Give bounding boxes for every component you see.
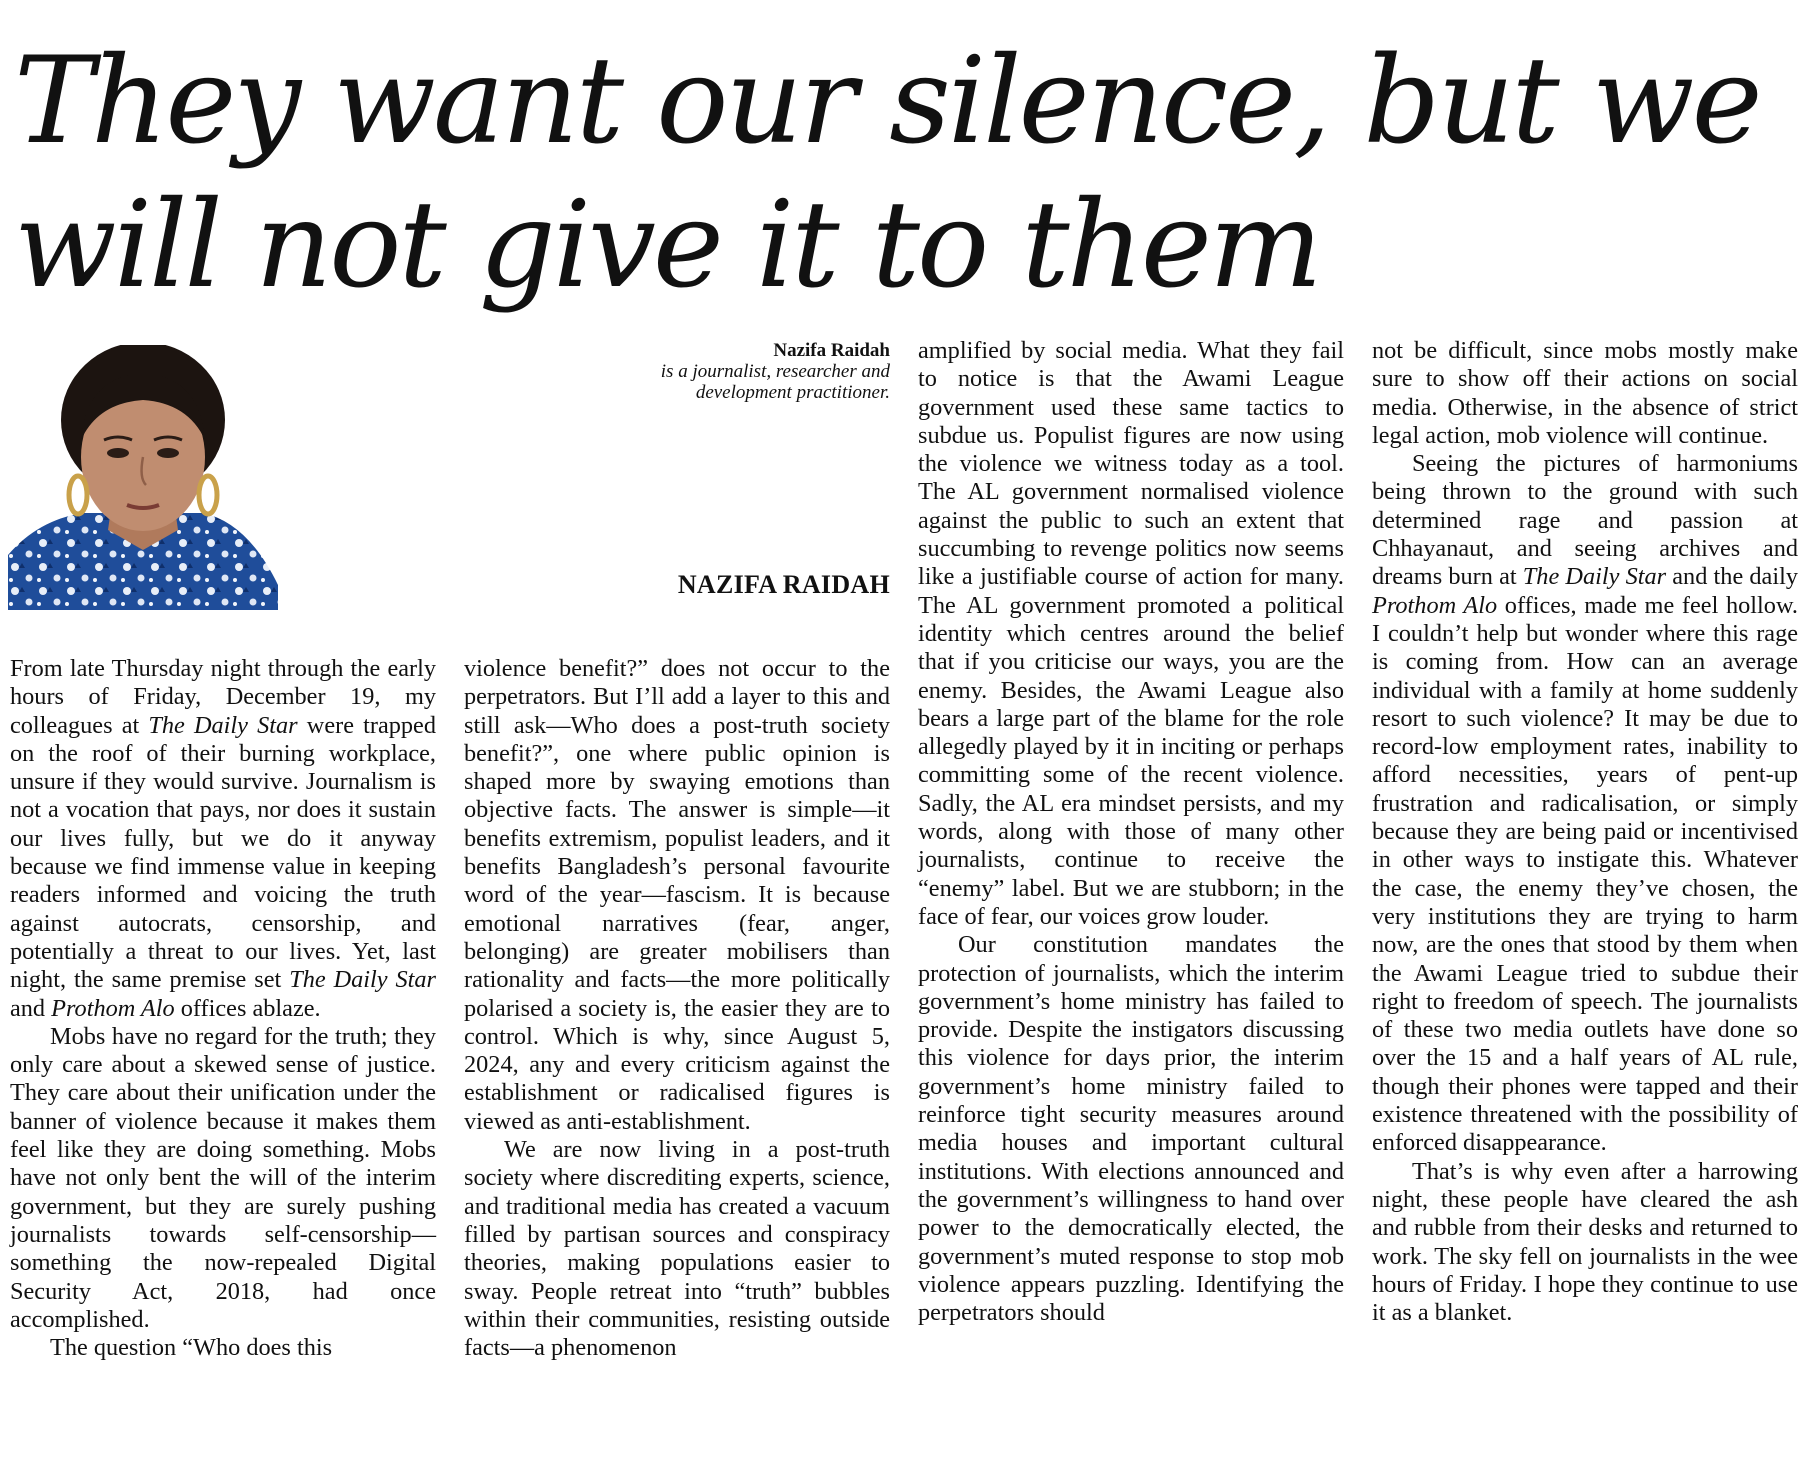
text-run: and the daily [1666, 563, 1798, 591]
paragraph: That’s is why even after a harrowing night, these people have cleared the ash and rubble from their desks and returned to work. The sky fell on journalists in the wee hours of Friday. I hope they continue to use it as a blanket. [1372, 1157, 1798, 1327]
text-run: offices, made me feel hollow. I couldn’t help but wonder where this rage is coming from. How can an average individual with a family at home suddenly resort to such violence? It may be due to record-low employment rates, inability to afford necessities, years of pent-up frustration and radicalisation, or simply because they are being paid or incentivised in other ways to instigate this. Whatever the case, the enemy they’ve chosen, the very institutions they are trying to harm now, are the ones that stood by them when the Awami League tried to subdue their right to freedom of speech. The journalists of these two media outlets have done so over the 15 and a half years of AL rule, though their phones were tapped and their existence threatened with the possibility of enforced disappearance. [1372, 591, 1798, 1157]
publication-name: Prothom Alo [51, 994, 175, 1022]
text-run: and [10, 994, 52, 1022]
paragraph: The question “Who does this [50, 1334, 333, 1362]
author-portrait [8, 345, 278, 610]
publication-name: The Daily Star [1522, 563, 1667, 591]
publication-name: The Daily Star [289, 966, 436, 994]
paragraph [1372, 450, 1798, 1157]
author-name-caps: NAZIFA RAIDAH [677, 570, 890, 599]
author-byline [560, 340, 890, 403]
paragraph: We are now living in a post-truth society where discrediting experts, science, and traditional media has created a vacuum filled by partisan sources and conspiracy theories, making populations easier to sway. People retreat into “truth” bubbles within their communities, resisting outside facts—a phenomenon [464, 1136, 890, 1362]
author-role-line-2: development practitioner. [695, 382, 890, 403]
paragraph: not be difficult, since mobs mostly make sure to show off their actions on social media. Otherwise, in the absence of strict legal action, mob violence will continue. [1372, 337, 1798, 449]
article-column-1 [10, 655, 436, 1362]
author-role-line-1: is a journalist, researcher and [660, 361, 890, 382]
paragraph [10, 655, 436, 1023]
paragraph: violence benefit?” does not occur to the perpetrators. But I’ll add a layer to this and still ask—Who does a post-truth society benefit?”, one where public opinion is shaped more by swaying emotions than objective facts. The answer is simple—it benefits extremism, populist leaders, and it benefits Bangladesh’s personal favourite word of the year—fascism. It is because emotional narratives (fear, anger, belonging) are greater mobilisers than rationality and facts—the more politically polarised a society is, the easier they are to control. Which is why, since August 5, 2024, any and every criticism against the establishment or radicalised figures is viewed as anti-establishment. [464, 655, 890, 1135]
text-run: Seeing the pictures of harmoniums being thrown to the ground with such determined rage and passion at Chhayanaut, and seeing archives and dreams burn at [1372, 450, 1798, 591]
text-run: offices ablaze. [174, 994, 321, 1022]
article-column-3 [918, 337, 1344, 1327]
publication-name: Prothom Alo [1372, 591, 1498, 619]
article-column-4 [1372, 337, 1798, 1327]
headline: They want our silence, but we will not give it to them [14, 32, 1760, 315]
paragraph: amplified by social media. What they fail to notice is that the Awami League government used these same tactics to subdue us. Populist figures are now using the violence we witness today as a tool. The AL government normalised violence against the public to such an extent that succumbing to revenge politics now seems like a justifiable course of action for many. The AL government promoted a political identity which centres around the belief that if you criticise our ways, you are the enemy. Besides, the Awami League also bears a large part of the blame for the role allegedly played by it in inciting or perhaps committing some of the recent violence. Sadly, the AL era mindset persists, and my words, along with those of many other journalists, continue to receive the “enemy” label. But we are stubborn; in the face of fear, our voices grow louder. [918, 337, 1344, 930]
author-name: Nazifa Raidah [773, 340, 890, 361]
text-run: were trapped on the roof of their burning workplace, unsure if they would survive. Journalism is not a vocation that pays, nor does it sustain our lives fully, but we do it anyway because we find immense value in keeping readers informed and voicing the truth against autocrats, censorship, and potentially a threat to our lives. Yet, last night, the same premise set [10, 711, 436, 994]
article-column-2 [464, 655, 890, 1362]
paragraph: Our constitution mandates the protection of journalists, which the interim government’s home ministry has failed to provide. Despite the instigators discussing this violence for days prior, the interim government’s home ministry failed to reinforce tight security measures around media houses and important cultural institutions. With elections announced and the government’s willingness to hand over power to the democratically elected, the government’s muted response to stop mob violence appears puzzling. Identifying the perpetrators should [918, 931, 1344, 1327]
paragraph: Mobs have no regard for the truth; they only care about a skewed sense of justice. They care about their unification under the banner of violence because it makes them feel like they are doing something. Mobs have not only bent the will of the interim government, but they are surely pushing journalists towards self-censorship—something the now-repealed Digital Security Act, 2018, had once accomplished. [10, 1022, 436, 1333]
publication-name: The Daily Star [148, 711, 298, 739]
text-run: From late Thursday night through the early hours of Friday, December 19, my colleagues at [10, 655, 436, 739]
